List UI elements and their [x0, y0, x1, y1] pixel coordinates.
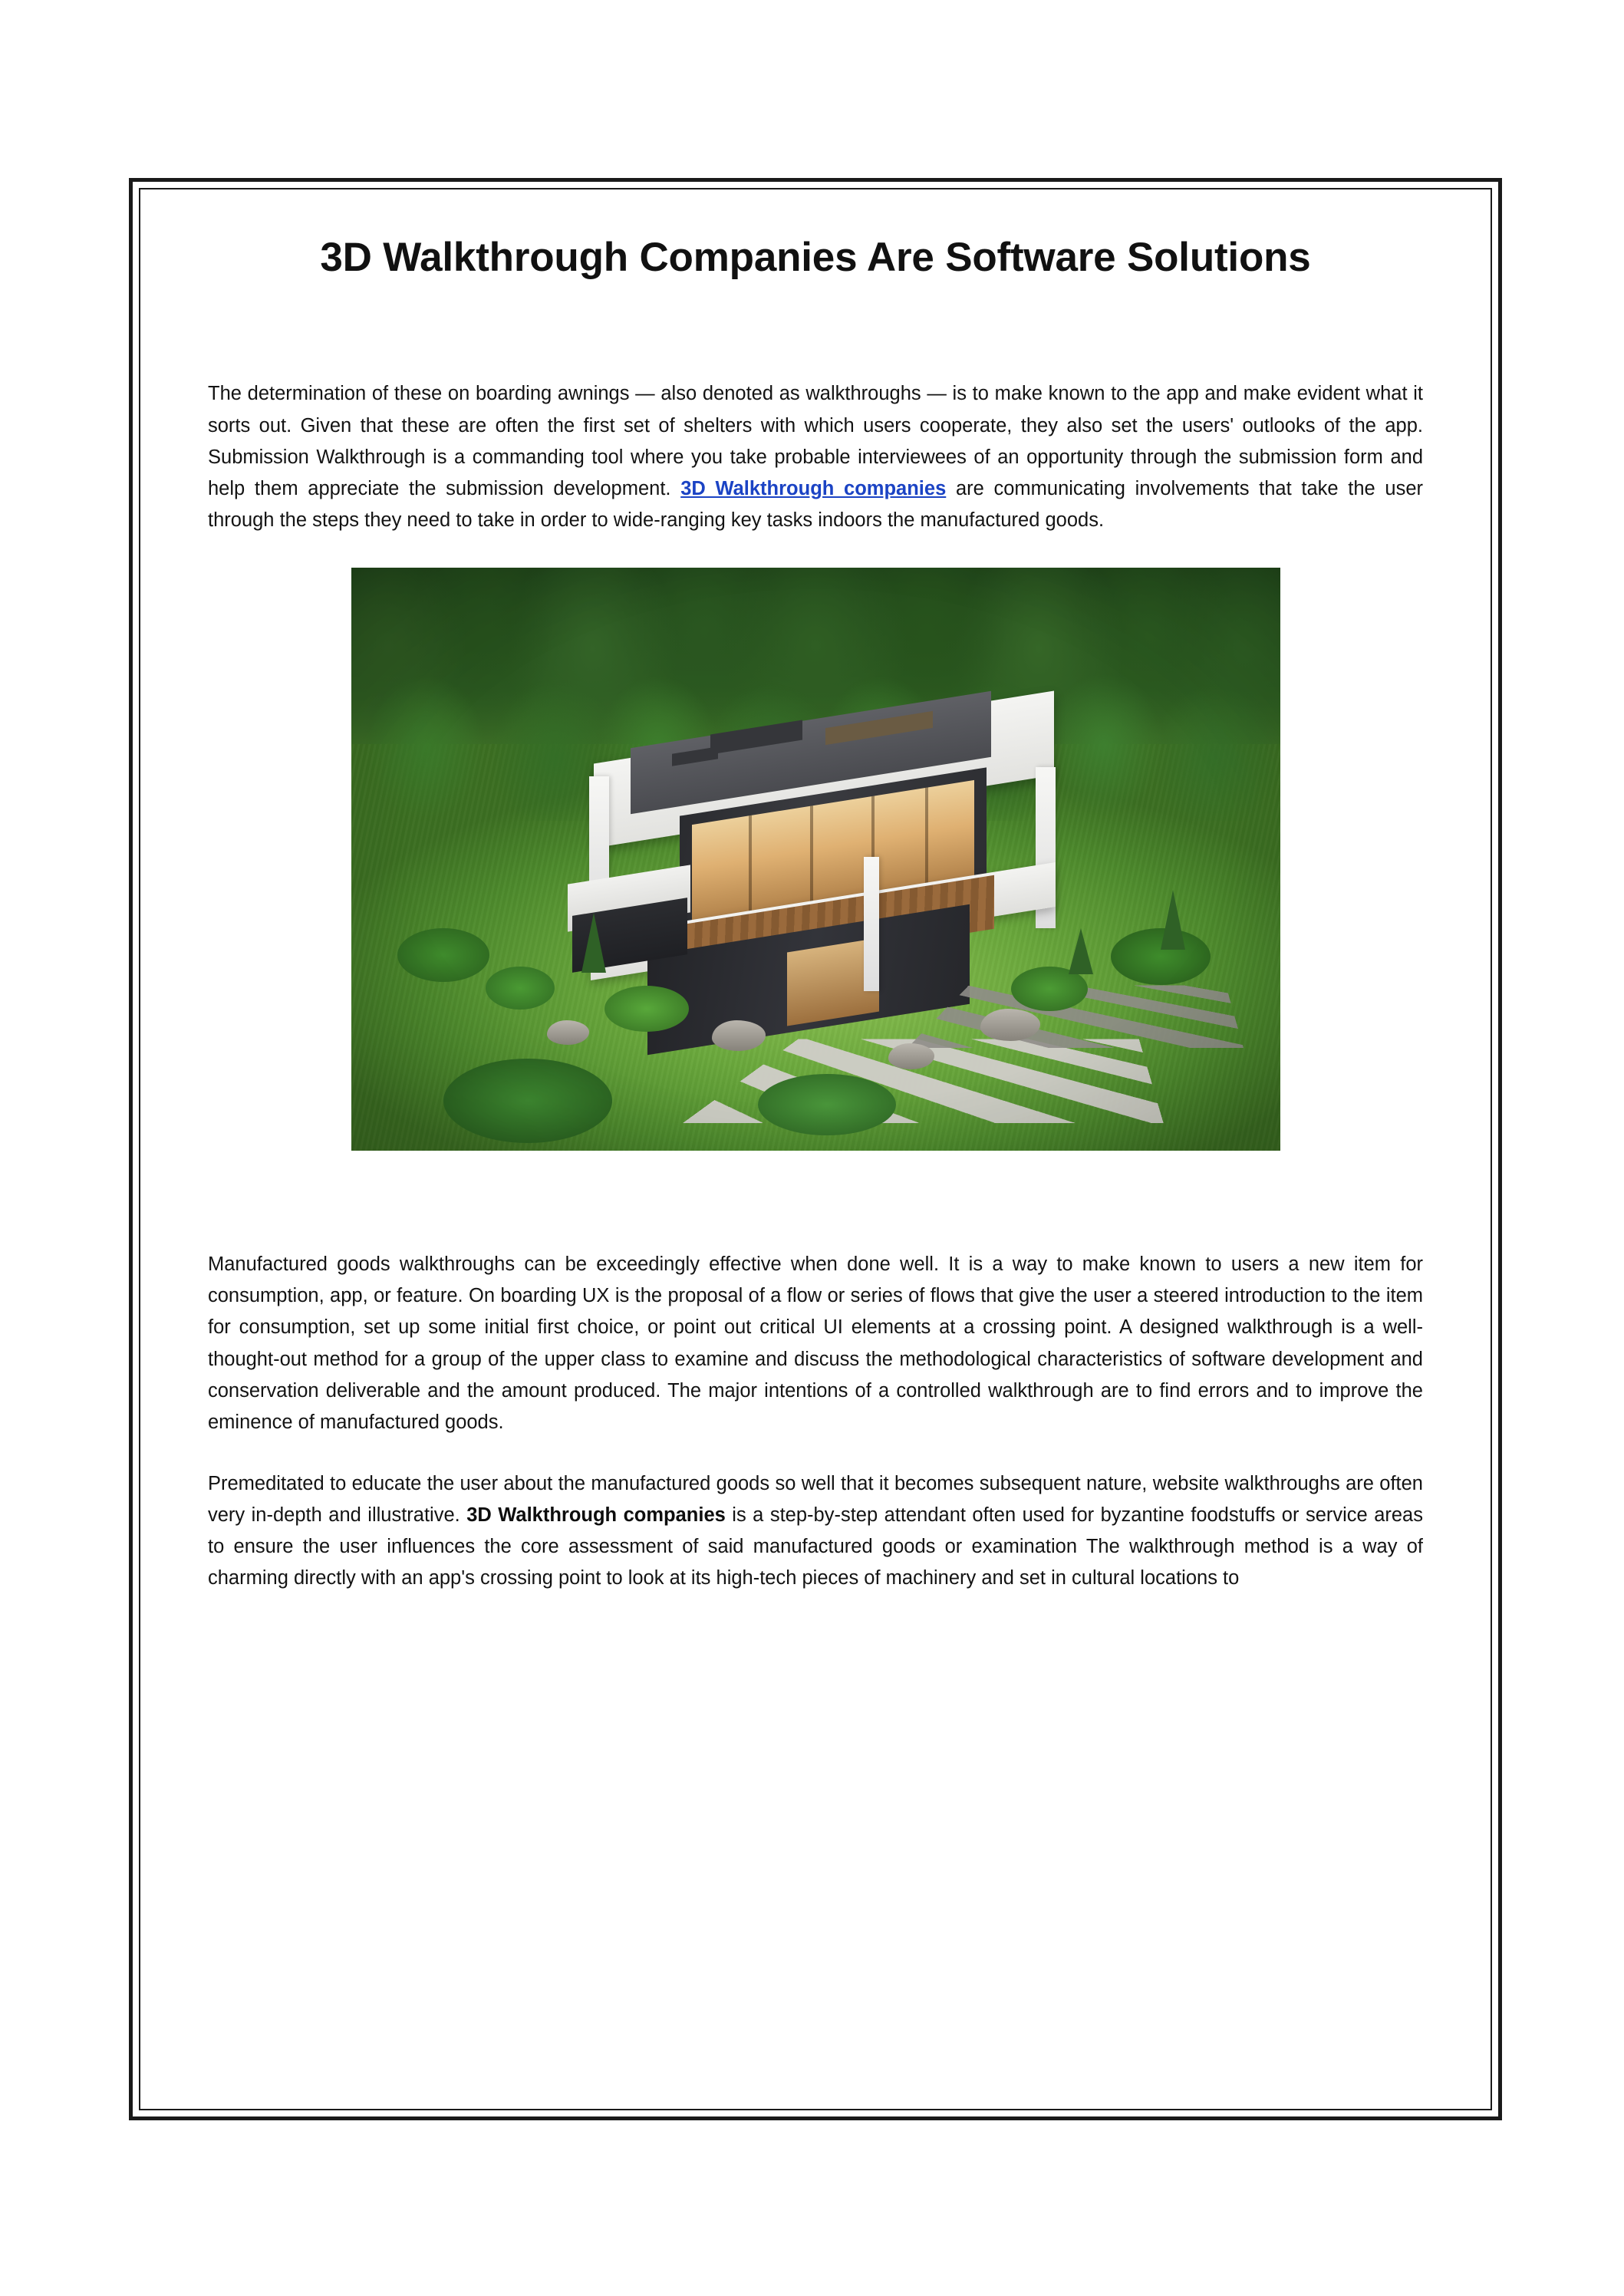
paragraph-3-text-after-bold: is a step-by-step attendant often used for byzantine foodstuffs or service areas to ensure the user influences the core assessment of said manufactured goods or examination The walkthrough method is a way of charming directly with an app's crossing point to look at its high-tech pieces of machinery and set in cultural locations to	[208, 1504, 1423, 1589]
paragraph-1	[208, 378, 1423, 536]
page-content	[140, 189, 1491, 2109]
paragraph-3-bold-keyword: 3D Walkthrough companies	[466, 1504, 726, 1526]
illustration-scene	[351, 568, 1280, 1151]
document-page	[129, 178, 1502, 2120]
3d-walkthrough-companies-link[interactable]: 3D Walkthrough companies	[680, 478, 947, 500]
paragraph-1-text-before-link: The determination of these on boarding awnings — also denoted as walkthroughs — is to make known to the app and make evident what it sorts out. Given that these are often the first set of shelters with which users cooperate, they also set the users' outlooks of the app. Submission Walkthrough is a commanding tool where you take probable interviewees of an opportunity through the submission form and help them appreciate the submission development.	[208, 383, 1423, 500]
image-vignette	[351, 568, 1280, 1151]
page-inner-border	[139, 188, 1492, 2110]
paragraph-1-text-after-link: are communicating involvements that take the user through the steps they need to take in order to wide-ranging key tasks indoors the manufactured goods.	[208, 478, 1424, 532]
paragraph-3	[208, 1468, 1423, 1595]
paragraph-2: Manufactured goods walkthroughs can be exceedingly effective when done well. It is a way to make known to users a new item for consumption, app, or feature. On boarding UX is the proposal of a flow or series of flows that give the user a steered introduction to the item for consumption, set up some initial first choice, or point out critical UI elements at a crossing point. A designed walkthrough is a well-thought-out method for a group of the upper class to examine and discuss the methodological characteristics of software development and conservation deliverable and the amount produced. The major intentions of a controlled walkthrough are to find errors and to improve the eminence of manufactured goods.	[208, 1253, 1423, 1434]
page-title: 3D Walkthrough Companies Are Software Solutions	[320, 235, 1311, 280]
figure-container	[208, 568, 1423, 1151]
villa-illustration	[351, 568, 1280, 1151]
paragraph-3-text-before-bold: Premeditated to educate the user about the manufactured goods so well that it becomes subsequent nature, website walkthroughs are often very in-depth and illustrative.	[208, 1472, 1423, 1526]
